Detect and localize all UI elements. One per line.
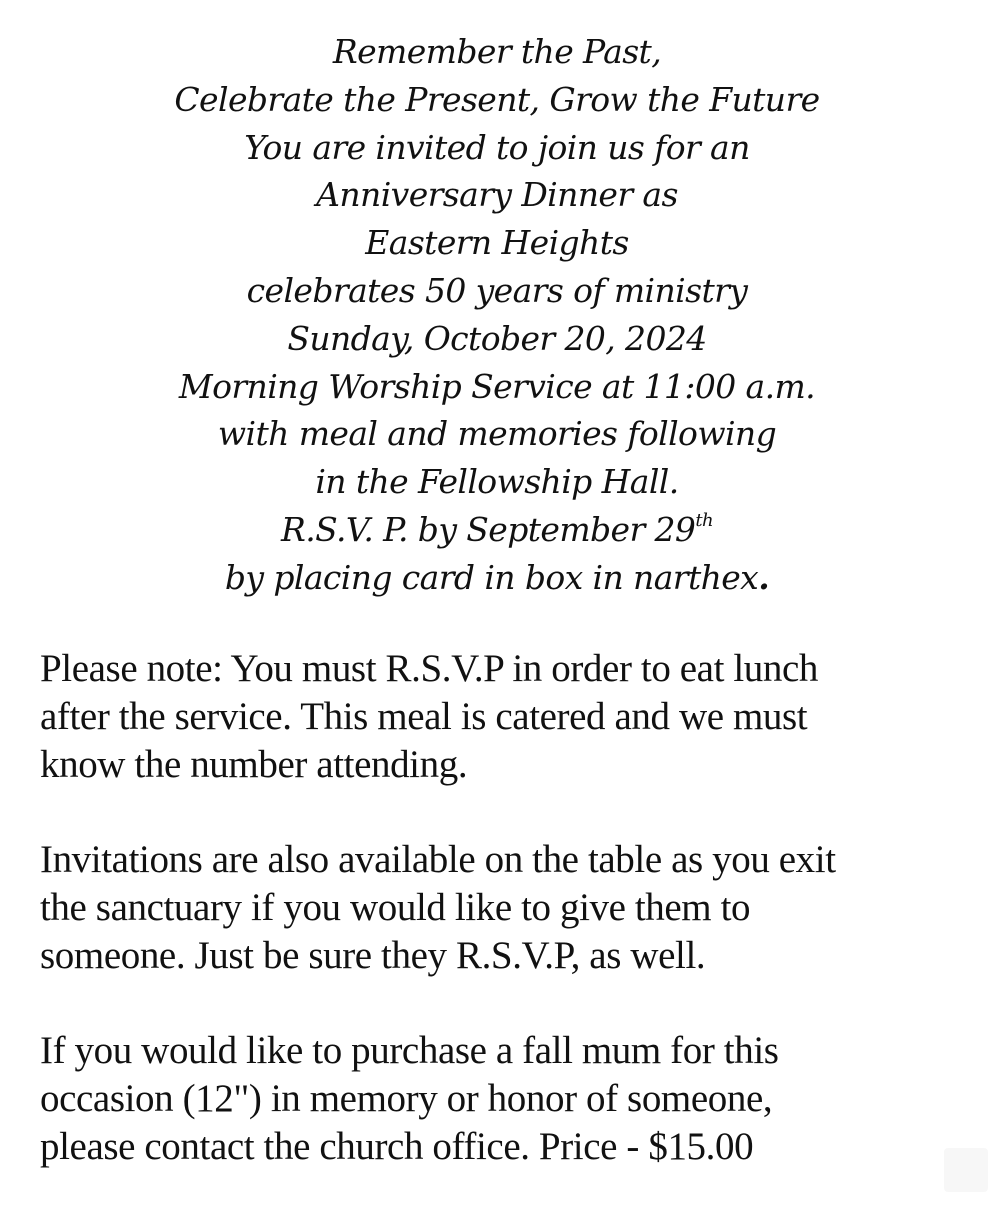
meal-line: with meal and memories following: [217, 414, 777, 454]
church-name: Eastern Heights: [365, 223, 629, 263]
invitations-note-line: Invitations are also available on the table as you exit: [40, 838, 836, 882]
corner-overlay: [944, 1148, 988, 1192]
tagline-line-1: Remember the Past,: [332, 32, 662, 71]
lunch-note: [40, 645, 980, 788]
invite-line-2: Anniversary Dinner as: [316, 175, 678, 215]
mum-note-line: please contact the church office. Price - $15.00: [40, 1124, 754, 1168]
invitation-block: [0, 28, 994, 602]
rsvp-deadline-text: R.S.V. P. by September 29: [281, 509, 696, 549]
anniversary-line: celebrates 50 years of ministry: [246, 270, 748, 310]
event-date: Sunday, October 20, 2024: [287, 318, 707, 358]
notes-section: [40, 645, 980, 1219]
invite-line-1: You are invited to join us for an: [244, 127, 750, 167]
rsvp-instructions-period: .: [758, 557, 770, 597]
mum-note: [40, 1027, 980, 1170]
rsvp-instructions-text: by placing card in box in narthex: [224, 557, 759, 597]
service-time: Morning Worship Service at 11:00 a.m.: [178, 366, 816, 406]
mum-note-line: If you would like to purchase a fall mum for this: [40, 1029, 779, 1073]
invitations-note-line: the sanctuary if you would like to give them to: [40, 885, 751, 929]
invitations-note-line: someone. Just be sure they R.S.V.P, as well.: [40, 933, 706, 977]
invitations-note: [40, 836, 980, 979]
mum-note-line: occasion (12") in memory or honor of someone,: [40, 1077, 773, 1121]
lunch-note-line: after the service. This meal is catered and we must: [40, 694, 808, 738]
rsvp-instructions: [0, 554, 994, 602]
rsvp-deadline-suffix: th: [695, 509, 713, 531]
tagline-line-2: Celebrate the Present, Grow the Future: [174, 79, 820, 119]
lunch-note-line: know the number attending.: [40, 742, 468, 786]
lunch-note-line: Please note: You must R.S.V.P in order to eat lunch: [40, 647, 819, 690]
location-line: in the Fellowship Hall.: [315, 462, 679, 502]
rsvp-deadline: [0, 506, 994, 554]
